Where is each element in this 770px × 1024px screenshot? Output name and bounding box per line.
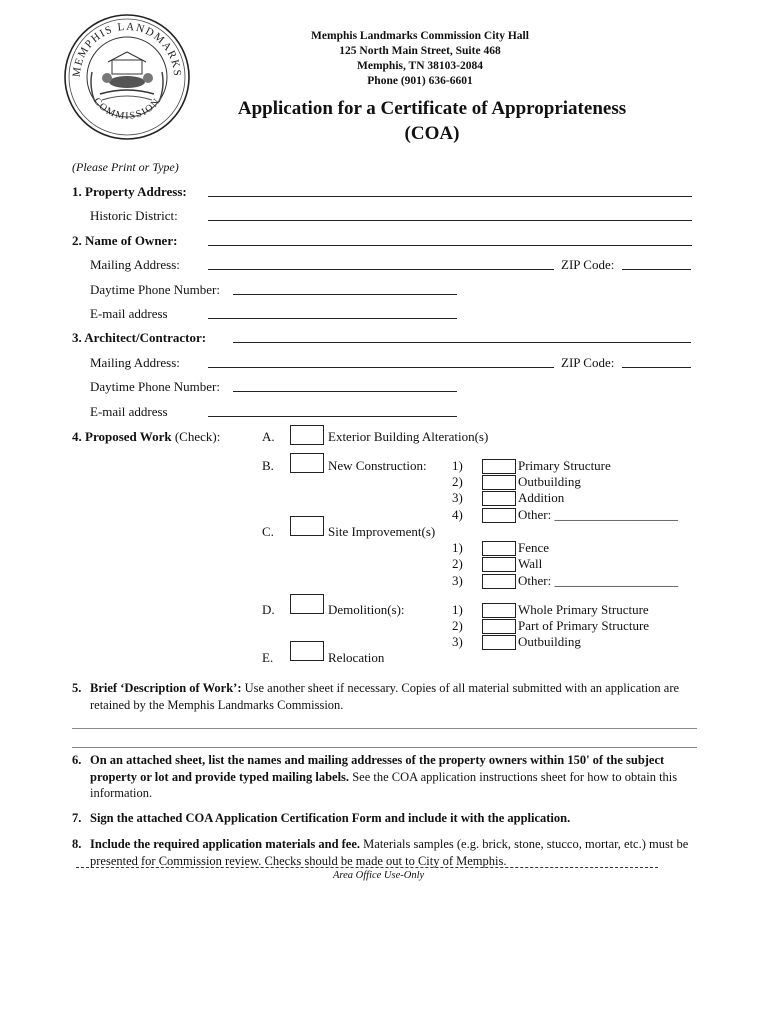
c-wall-label: Wall (518, 556, 543, 571)
option-b-letter: B. (262, 458, 274, 473)
description-line-1[interactable] (72, 728, 697, 729)
property-address-label: 1. Property Address: (72, 184, 187, 199)
item-6-text (90, 752, 690, 802)
c-fence-label: Fence (518, 540, 550, 555)
b-outbuilding-checkbox[interactable] (482, 475, 516, 490)
b-addition-checkbox[interactable] (482, 491, 516, 506)
option-a-letter: A. (262, 429, 275, 444)
option-d-label: Demolition(s): (328, 602, 405, 617)
b-sub-number: 1) (452, 458, 463, 473)
item-5-heading: Brief ‘Description of Work’: (90, 681, 242, 695)
d-whole-structure-checkbox[interactable] (482, 603, 516, 618)
c-sub-number: 3) (452, 573, 463, 588)
owner-email-label: E-mail address (90, 306, 168, 321)
option-b-label: New Construction: (328, 458, 427, 473)
d-part-structure-label: Part of Primary Structure (518, 618, 650, 633)
header-city: Memphis, TN 38103-2084 (357, 60, 483, 72)
item-8-heading: Include the required application materials and fee. (90, 837, 361, 851)
header-name: Memphis Landmarks Commission City Hall (311, 30, 529, 42)
item-6-body: See the COA application instructions sheet for how to obtain this information. (90, 769, 678, 800)
architect-label: 3. Architect/Contractor: (72, 330, 207, 345)
option-c-label: Site Improvement(s) (328, 524, 436, 539)
d-sub-number: 3) (452, 634, 463, 649)
b-addition-label: Addition (518, 490, 565, 505)
architect-email-label: E-mail address (90, 404, 168, 419)
owner-phone-field[interactable] (233, 294, 457, 295)
b-outbuilding-label: Outbuilding (518, 474, 581, 489)
owner-phone-label: Daytime Phone Number: (90, 282, 220, 297)
historic-district-label: Historic District: (90, 208, 178, 223)
b-sub-number: 3) (452, 490, 463, 505)
d-part-structure-checkbox[interactable] (482, 619, 516, 634)
owner-email-field[interactable] (208, 318, 457, 319)
option-c-checkbox[interactable] (290, 516, 324, 536)
option-e-label: Relocation (328, 650, 385, 665)
item-5-number: 5. (72, 681, 82, 695)
owner-mailing-label: Mailing Address: (90, 257, 180, 272)
office-use-divider (76, 867, 658, 868)
proposed-work-heading: 4. Proposed Work (72, 429, 172, 444)
item-8-text (90, 836, 690, 869)
item-5-body: Use another sheet if necessary. Copies of all material submitted with an application are retained by the Memphis Landmarks Commission. (90, 681, 680, 712)
header-street: 125 North Main Street, Suite 468 (339, 45, 501, 57)
description-line-2[interactable] (72, 747, 697, 748)
d-outbuilding-label: Outbuilding (518, 634, 581, 649)
owner-zip-field[interactable] (622, 269, 691, 270)
architect-email-field[interactable] (208, 416, 457, 417)
d-sub-number: 1) (452, 602, 463, 617)
print-instruction: (Please Print or Type) (72, 160, 179, 174)
owner-name-label: 2. Name of Owner: (72, 233, 178, 248)
item-6-number: 6. (72, 753, 82, 767)
c-other-label: Other: ___________________ (518, 573, 678, 588)
commission-seal-logo (62, 12, 192, 142)
c-other-checkbox[interactable] (482, 574, 516, 589)
item-8-body: Materials samples (e.g. brick, stone, stucco, mortar, etc.) must be presented for Commission review. Checks should be made out to City of Memphis. (90, 837, 689, 868)
option-e-letter: E. (262, 650, 274, 665)
seal-top-text: MEMPHIS LANDMARKS (70, 20, 184, 78)
c-fence-checkbox[interactable] (482, 541, 516, 556)
item-7-number: 7. (72, 811, 82, 825)
option-c-letter: C. (262, 524, 274, 539)
item-5-text (90, 680, 690, 713)
architect-phone-label: Daytime Phone Number: (90, 379, 220, 394)
b-sub-number: 4) (452, 507, 463, 522)
b-primary-structure-checkbox[interactable] (482, 459, 516, 474)
architect-phone-field[interactable] (233, 391, 457, 392)
option-a-checkbox[interactable] (290, 425, 324, 445)
architect-zip-label: ZIP Code: (561, 355, 615, 370)
owner-zip-label: ZIP Code: (561, 257, 615, 272)
historic-district-field[interactable] (208, 220, 692, 221)
option-e-checkbox[interactable] (290, 641, 324, 661)
d-whole-structure-label: Whole Primary Structure (518, 602, 649, 617)
c-sub-number: 1) (452, 540, 463, 555)
b-other-label: Other: ___________________ (518, 507, 678, 522)
architect-mailing-field[interactable] (208, 367, 554, 368)
header-phone: Phone (901) 636-6601 (367, 75, 473, 87)
b-other-checkbox[interactable] (482, 508, 516, 523)
owner-name-field[interactable] (208, 245, 692, 246)
page-title: Application for a Certificate of Appropriateness (237, 98, 627, 119)
item-7-text: Sign the attached COA Application Certification Form and include it with the application. (90, 811, 571, 825)
property-address-field[interactable] (208, 196, 692, 197)
architect-mailing-label: Mailing Address: (90, 355, 180, 370)
office-use-label: Area Office Use-Only (333, 870, 425, 881)
c-sub-number: 2) (452, 556, 463, 571)
b-sub-number: 2) (452, 474, 463, 489)
owner-mailing-field[interactable] (208, 269, 554, 270)
option-b-checkbox[interactable] (290, 453, 324, 473)
proposed-work-check-note: (Check): (174, 429, 221, 444)
architect-zip-field[interactable] (622, 367, 691, 368)
architect-field[interactable] (233, 342, 691, 343)
item-6-heading: On an attached sheet, list the names and mailing addresses of the property owners within 150' of the subject property or lot and provide typed mailing labels. (90, 753, 665, 784)
b-primary-structure-label: Primary Structure (518, 458, 611, 473)
option-a-label: Exterior Building Alteration(s) (328, 429, 489, 444)
item-8-number: 8. (72, 837, 82, 851)
option-d-checkbox[interactable] (290, 594, 324, 614)
seal-bottom-text: COMMISSION (91, 95, 163, 123)
c-wall-checkbox[interactable] (482, 557, 516, 572)
svg-text:COMMISSION (91, 96, 163, 122)
page-subtitle: (COA) (404, 123, 460, 144)
proposed-work-label (72, 429, 220, 445)
option-d-letter: D. (262, 602, 275, 617)
d-sub-number: 2) (452, 618, 463, 633)
d-outbuilding-checkbox[interactable] (482, 635, 516, 650)
